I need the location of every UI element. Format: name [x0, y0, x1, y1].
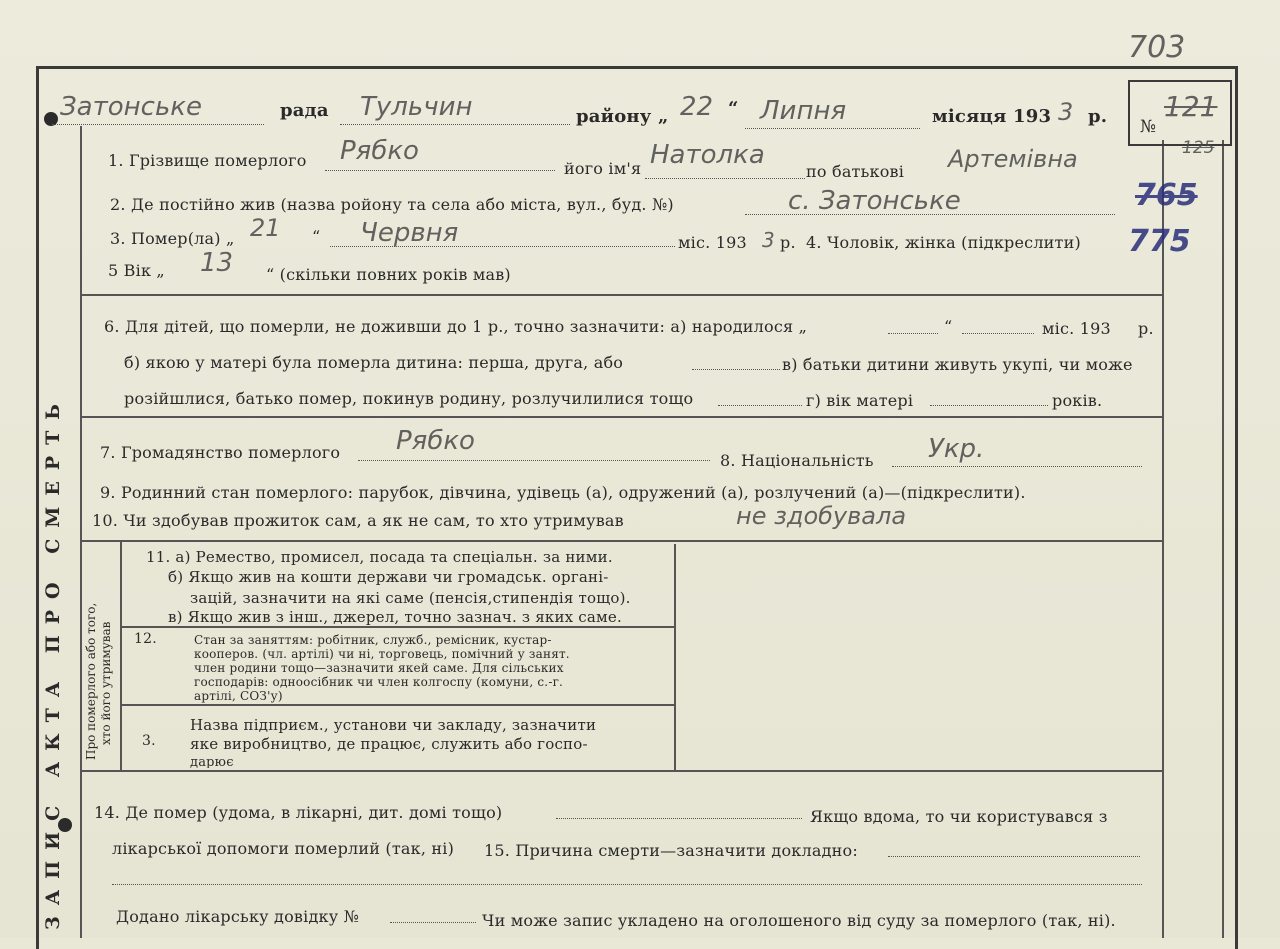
hw-surname: Рябко: [340, 136, 419, 166]
row12-l4: господарів: одноосібник чи член колгоспу (комуни, с.-г.: [194, 675, 564, 689]
row5-rest: “ (скільки повних років мав): [266, 265, 511, 284]
row5-label: 5 Вік „: [108, 261, 165, 280]
row14b-label: лікарської допомоги померлий (так, ні): [112, 839, 455, 858]
row13-l2: яке виробництво, де працює, служить або госпо-: [190, 735, 588, 753]
row12-l1: Стан за заняттям: робітник, служб., ремісник, кустар-: [194, 633, 552, 647]
hw-livelihood: не здобувала: [736, 502, 907, 530]
council-line: [52, 124, 264, 125]
hw-death-day: 21: [250, 214, 281, 242]
row6-dots-e: [930, 405, 1048, 406]
month-line: [745, 128, 920, 129]
row1-dots-a: [325, 170, 555, 171]
row6-line3c: років.: [1052, 391, 1103, 410]
row6-dots-b: [962, 333, 1034, 334]
rayonu-label: району „: [576, 106, 669, 127]
row9-label: 9. Родинний стан померлого: парубок, дівчина, удівець (а), одружений (а), розлучений (а)—(підкреслити).: [100, 483, 1026, 502]
row8-dots: [892, 466, 1142, 467]
row11-c: в) Якщо жив з інш., джерел, точно зазнач. з яких саме.: [168, 608, 622, 626]
hw-council: Затонське: [60, 92, 202, 122]
row6-line2a: б) якою у матері була померла дитина: перша, друга, або: [124, 353, 624, 372]
row7-dots: [358, 460, 710, 461]
quote-close: “: [728, 98, 739, 119]
row4-label: 4. Чоловік, жінка (підкреслити): [806, 233, 1081, 252]
row12-l2: кооперов. (чл. артілі) чи ні, торговець, помічний у занят.: [194, 647, 570, 661]
row6-dots-c: [692, 369, 780, 370]
row1-dots-b: [645, 178, 805, 179]
row1-name-label: його ім'я: [564, 159, 642, 178]
row16-label: Додано лікарську довідку №: [116, 907, 359, 926]
row2-dots: [745, 214, 1115, 215]
row3-r: р.: [780, 233, 796, 252]
rada-label: рада: [280, 100, 329, 121]
number-label: №: [1140, 117, 1157, 137]
row11-b2: зацій, зазначити на які саме (пенсія,стипендія тощо).: [190, 589, 631, 607]
row16-dots: [390, 922, 476, 923]
row13-num: 3.: [142, 733, 156, 749]
row6-line3a: розійшлися, батько помер, покинув родину, розлучилилися тощо: [124, 389, 694, 408]
hw-residence: с. Затонське: [788, 186, 961, 216]
sidebar-sub-1: Про померлого або того,: [84, 602, 98, 760]
inner-left-border: [80, 126, 82, 938]
hw-death-month: Червня: [360, 218, 459, 248]
r-label: р.: [1088, 106, 1108, 127]
row6-line1-end: “: [944, 317, 953, 336]
far-right-border: [1222, 140, 1224, 938]
row14-dots: [556, 818, 802, 819]
right-inner-border: [1162, 140, 1164, 938]
hw-patronymic: Артемівна: [948, 145, 1078, 173]
row10-label: 10. Чи здобував прожиток сам, а як не сам, то хто утримував: [92, 511, 624, 530]
row6-line2b: в) батьки дитини живуть укупі, чи може: [782, 355, 1133, 374]
hw-citizenship: Рябко: [396, 426, 475, 456]
row11-b1: б) Якщо жив на кошти держави чи громадськ. органі-: [168, 568, 609, 586]
row1-patronymic-label: по батькові: [806, 162, 905, 181]
table-col-mid: [674, 544, 676, 772]
number-struck-2: 125: [1182, 138, 1215, 158]
hw-record-number-2: 775: [1128, 224, 1191, 259]
row11-a: 11. а) Ремество, промисел, посада та спеціальн. за ними.: [146, 548, 613, 566]
row2-label: 2. Де постійно жив (назва ройону та села або міста, вул., буд. №): [110, 195, 674, 214]
row3-dots: [330, 246, 675, 247]
hw-month: Липня: [760, 96, 847, 126]
row16-right: Чи може запис укладено на оголошеного від суду за померлого (так, ні).: [482, 911, 1116, 930]
row12-l5: артілі, СОЗ'у): [194, 689, 283, 703]
misyatsia-label: місяця 193: [932, 106, 1052, 127]
row6-line3b: г) вік матері: [806, 391, 914, 410]
row15-dots: [888, 856, 1140, 857]
sidebar-sub-2: хто його утримував: [99, 621, 113, 745]
hw-nationality: Укр.: [928, 434, 985, 464]
corner-number: 703: [1128, 30, 1186, 65]
row15-label: 15. Причина смерти—зазначити докладно:: [484, 841, 858, 860]
hw-age: 13: [200, 248, 234, 278]
row3-quote: “: [312, 227, 321, 246]
divider-2: [80, 416, 1164, 418]
hw-year: 3: [1058, 98, 1074, 126]
table-bottom: [80, 770, 1164, 772]
table-col-left: [120, 540, 122, 772]
row6-r: р.: [1138, 319, 1154, 338]
hw-day: 22: [680, 92, 714, 122]
hw-name: Натолка: [650, 140, 765, 170]
row8-label: 8. Національність: [720, 451, 874, 470]
row14-right: Якщо вдома, то чи користувався з: [810, 807, 1108, 826]
hw-death-year: 3: [762, 228, 775, 252]
row6-dots-a: [888, 333, 938, 334]
divider-3: [80, 540, 1164, 542]
row12-num: 12.: [134, 631, 157, 647]
row14-label: 14. Де помер (удома, в лікарні, дит. домі тощо): [94, 803, 503, 822]
row15-dots-2: [112, 884, 1142, 885]
row3-label: 3. Помер(ла) „: [110, 229, 235, 248]
divider-1: [80, 294, 1164, 296]
row1-label: 1. Грізвище померлого: [108, 151, 307, 170]
row13-l1: Назва підприєм., установи чи закладу, зазначити: [190, 716, 597, 734]
district-line: [340, 124, 570, 125]
table-row-div-2: [120, 704, 676, 706]
row6-mis: міс. 193: [1042, 319, 1111, 338]
sidebar-title: ЗАПИС АКТА ПРО СМЕРТЬ: [42, 393, 64, 930]
hw-district: Тульчин: [360, 92, 473, 122]
row13-l3: дарює: [190, 755, 234, 768]
hw-record-number-1: 765: [1135, 178, 1198, 213]
row6-dots-d: [718, 405, 802, 406]
row12-l3: член родини тощо—зазначити якей саме. Для сільських: [194, 661, 564, 675]
row3-mis: міс. 193: [678, 233, 747, 252]
row6-line1: 6. Для дітей, що померли, не доживши до 1 р., точно зазначити: а) народилося „: [104, 317, 808, 336]
number-struck: 121: [1164, 90, 1218, 123]
row7-label: 7. Громадянство померлого: [100, 443, 341, 462]
table-row-div-1: [120, 626, 676, 628]
